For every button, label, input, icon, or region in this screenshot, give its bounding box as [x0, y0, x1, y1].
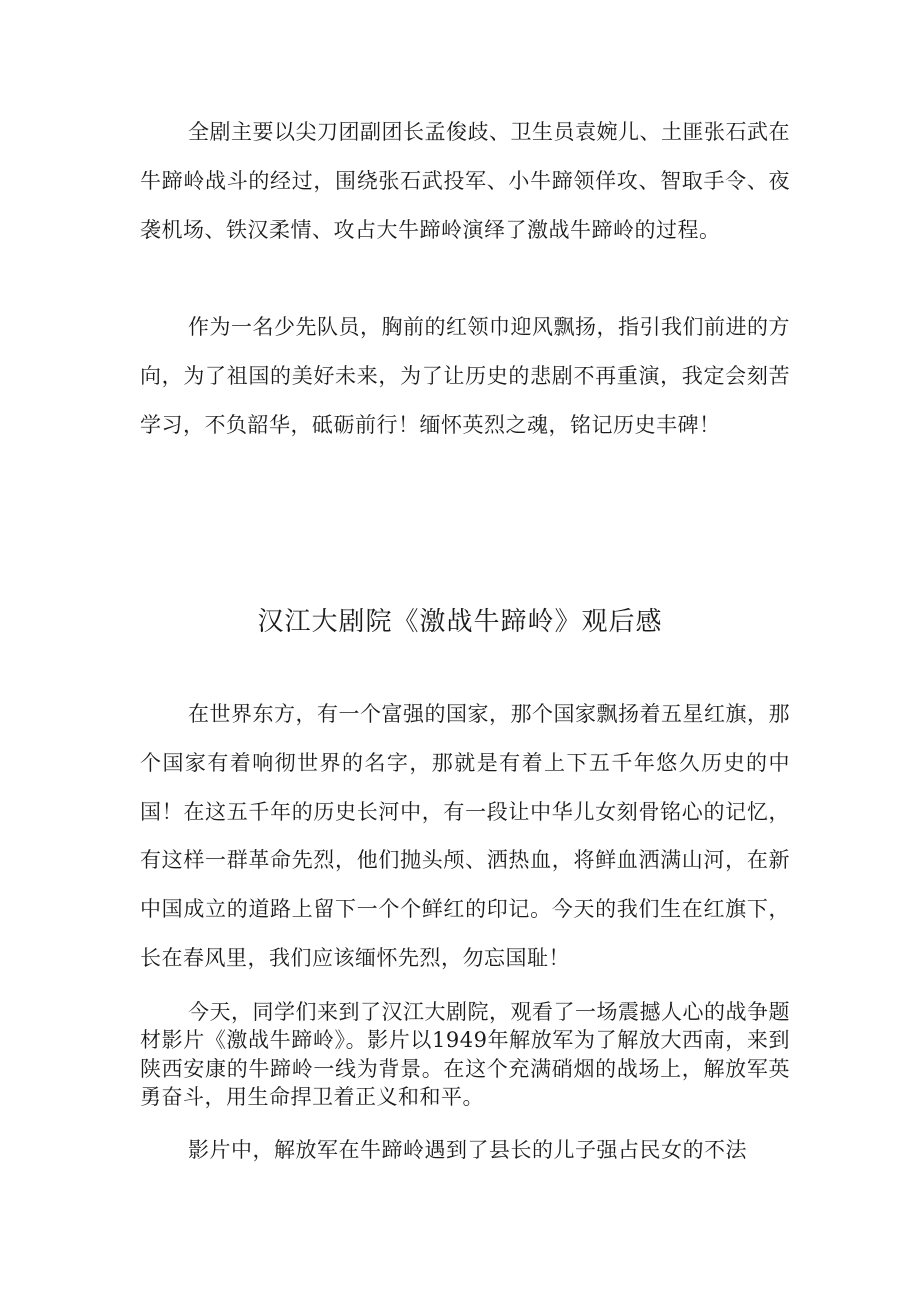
section2-paragraph-1: 在世界东方，有一个富强的国家，那个国家飘扬着五星红旗，那个国家有着响彻世界的名字，那就是有着上下五千年悠久历史的中国！在这五千年的历史长河中，有一段让中华儿女刻骨铭心的记忆，有这样一群革命先烈，他们抛头颅、洒热血，将鲜血洒满山河，在新中国成立的道路上留下一个个鲜红的印记。今天的我们生在红旗下，长在春风里，我们应该缅怀先烈，勿忘国耻！: [140, 702, 790, 970]
section1-paragraph-2: 作为一名少先队员，胸前的红领巾迎风飘扬，指引我们前进的方向，为了祖国的美好未来，为了让历史的悲剧不再重演，我定会刻苦学习，不负韶华，砥砺前行！缅怀英烈之魂，铭记历史丰碑！: [140, 315, 790, 437]
section2-paragraph-3: 影片中，解放军在牛蹄岭遇到了县长的儿子强占民女的不法: [188, 1138, 747, 1162]
article-title: 汉江大剧院《激战牛蹄岭》观后感: [257, 607, 663, 637]
section1-paragraph-1: 全剧主要以尖刀团副团长孟俊歧、卫生员袁婉儿、土匪张石武在牛蹄岭战斗的经过，围绕张石武投军、小牛蹄领佯攻、智取手令、夜袭机场、铁汉柔情、攻占大牛蹄岭演绎了激战牛蹄岭的过程。: [140, 120, 790, 242]
section2-paragraph-2: 今天，同学们来到了汉江大剧院，观看了一场震撼人心的战争题材影片《激战牛蹄岭》。影片以1949年解放军为了解放大西南，来到陕西安康的牛蹄岭一线为背景。在这个充满硝烟的战场上，解放军英勇奋斗，用生命捍卫着正义和和平。: [140, 1000, 790, 1109]
